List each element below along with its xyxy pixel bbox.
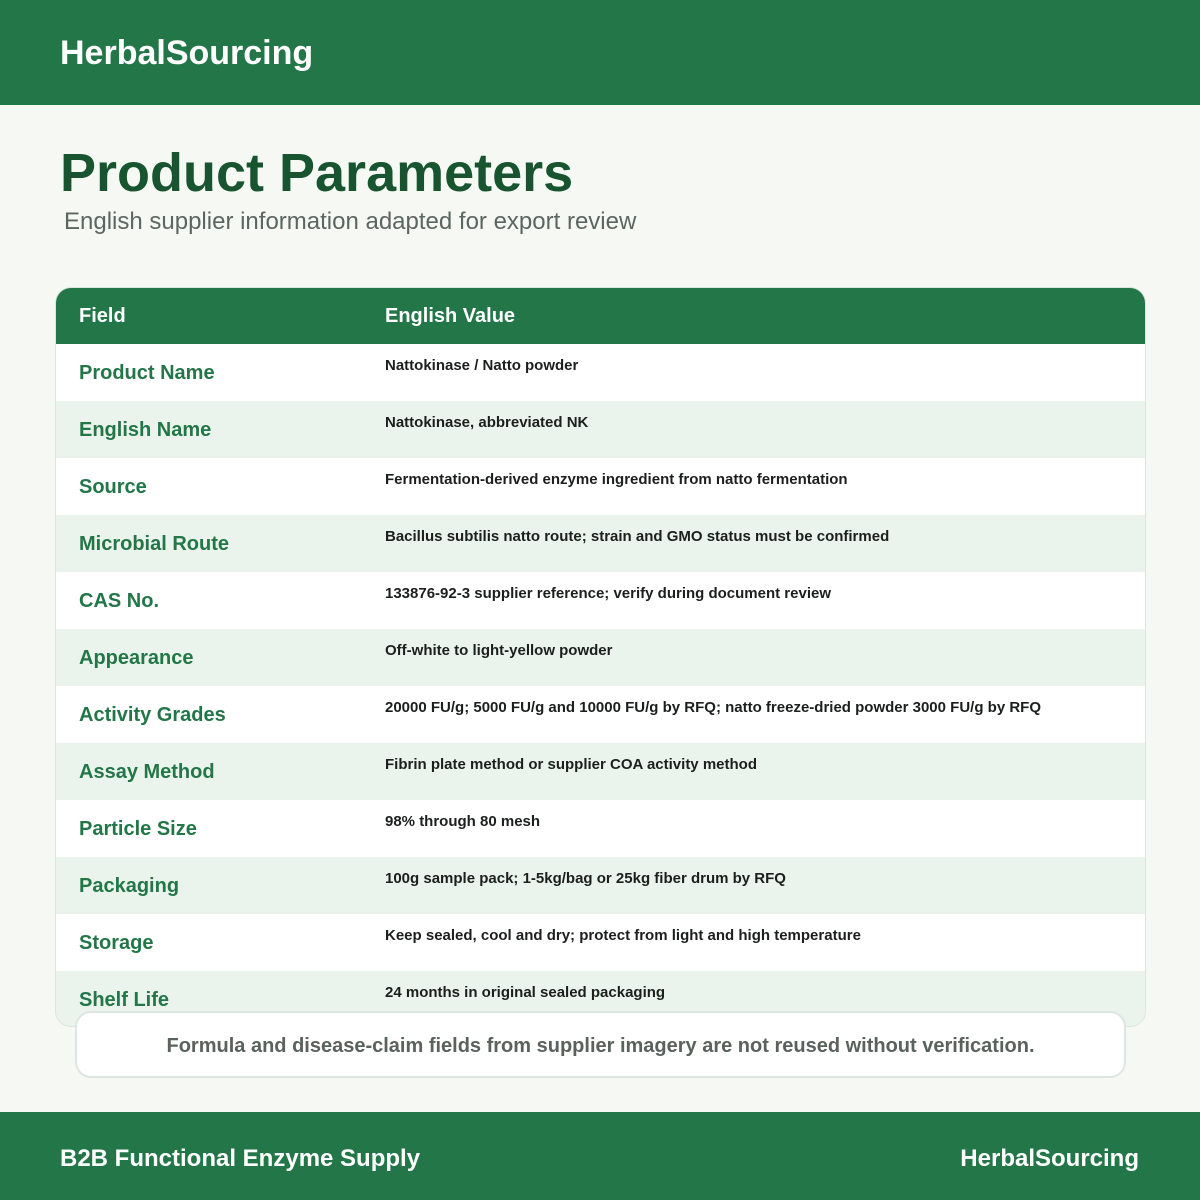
verification-note [75,1011,1126,1078]
field-value: 20000 FU/g; 5000 FU/g and 10000 FU/g by RFQ; natto freeze-dried powder 3000 FU/g by RFQ [385,699,1041,716]
table-row [56,401,1145,458]
field-value: 98% through 80 mesh [385,813,541,830]
table-row [56,629,1145,686]
field-label: Assay Method [79,761,215,783]
field-value: Fermentation-derived enzyme ingredient from natto fermentation [385,471,848,488]
table-row [56,800,1145,857]
verification-note-text: Formula and disease-claim fields from supplier imagery are not reused without verification. [166,1035,1035,1057]
page-subtitle: English supplier information adapted for export review [64,208,637,235]
column-header-field: Field [79,305,126,327]
page-title: Product Parameters [60,143,574,203]
field-label: Packaging [79,875,180,897]
field-value: Bacillus subtilis natto route; strain and GMO status must be confirmed [385,528,890,545]
field-label: English Name [79,419,212,441]
field-value: Keep sealed, cool and dry; protect from light and high temperature [385,927,861,944]
footer-brand[interactable]: HerbalSourcing [960,1145,1139,1172]
table-row [56,686,1145,743]
footer-tagline: B2B Functional Enzyme Supply [60,1145,421,1172]
field-value: 100g sample pack; 1-5kg/bag or 25kg fiber drum by RFQ [385,870,786,887]
field-label: Product Name [79,362,215,384]
table-header-row [56,288,1145,344]
field-label: Shelf Life [79,989,170,1011]
field-value: 24 months in original sealed packaging [385,984,666,1001]
field-value: Nattokinase, abbreviated NK [385,414,589,431]
table-row [56,458,1145,515]
field-label: Appearance [79,647,194,669]
footer-bar [0,1112,1200,1200]
table-row [56,572,1145,629]
table-row [56,743,1145,800]
table-row [56,344,1145,401]
field-label: Microbial Route [79,533,230,555]
table-body [56,344,1145,1027]
table-row [56,515,1145,572]
field-label: Source [79,476,147,498]
field-label: Storage [79,932,154,954]
parameters-table [55,287,1146,1027]
top-header-bar [0,0,1200,105]
column-header-value: English Value [385,305,516,327]
field-label: Activity Grades [79,704,226,726]
brand-logo-text[interactable]: HerbalSourcing [60,34,314,72]
table-row [56,914,1145,971]
field-value: Fibrin plate method or supplier COA activity method [385,756,757,773]
field-value: Off-white to light-yellow powder [385,642,613,659]
field-label: CAS No. [79,590,159,612]
field-value: Nattokinase / Natto powder [385,357,579,374]
field-label: Particle Size [79,818,197,840]
field-value: 133876-92-3 supplier reference; verify during document review [385,585,832,602]
table-row [56,857,1145,914]
